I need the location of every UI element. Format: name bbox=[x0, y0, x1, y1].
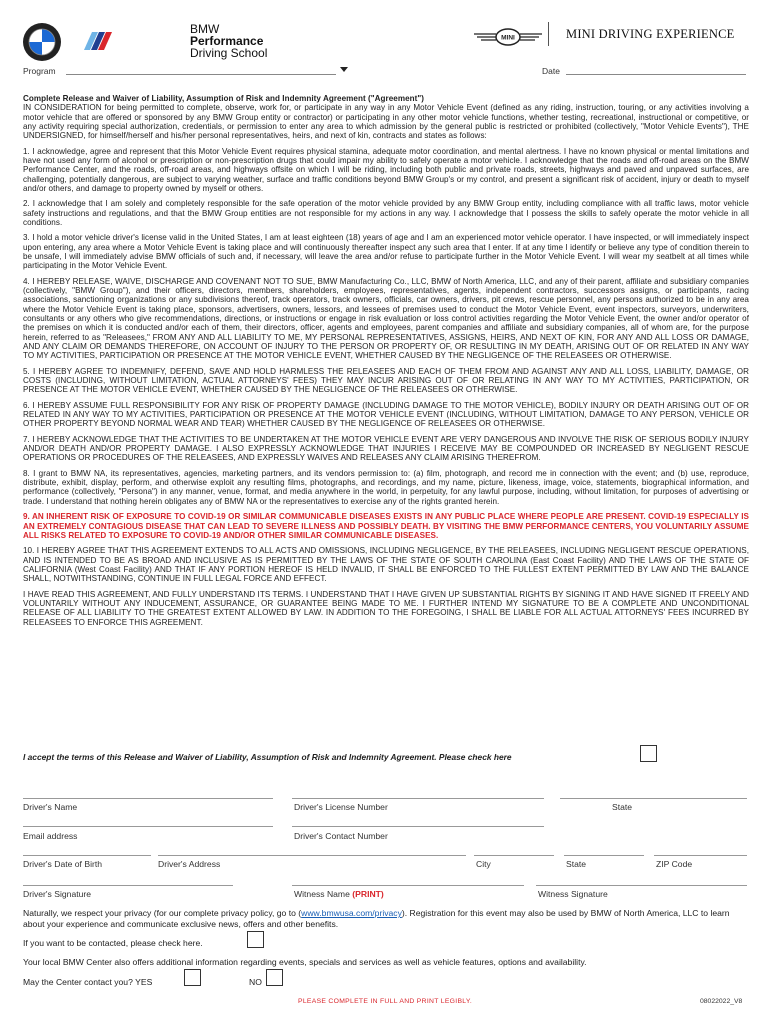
witness-name-text: Witness Name bbox=[294, 889, 350, 899]
bmw-m-stripes-logo bbox=[76, 30, 188, 52]
dob-line[interactable] bbox=[23, 855, 151, 856]
agreement-body bbox=[23, 94, 749, 633]
license-number-line[interactable] bbox=[292, 798, 544, 799]
date-field[interactable] bbox=[566, 74, 746, 75]
accept-terms-checkbox[interactable] bbox=[640, 745, 657, 762]
license-state-label: State bbox=[612, 802, 633, 812]
contact-yes-checkbox[interactable] bbox=[184, 969, 201, 986]
closing-statement: I HAVE READ THIS AGREEMENT, AND FULLY UNDERSTAND ITS TERMS. I UNDERSTAND THAT I HAVE GIVEN UP SUBSTANTIAL RIGHTS BY SIGNING IT AND HAVE SIGNED IT FREELY AND VOLUNTARILY WITHOUT ANY INDUCEMENT, ASSURANCE, OR GUARANTEE BEING MADE TO ME. I FURTHER INTEND MY SIGNATURE TO BE A COMPLETE AND UNCONDITIONAL RELEASE OF ALL LIABILITY TO THE GREATEST EXTENT ALLOWED BY LAW. IN ADDITION TO THE FOREGOING, I SHALL BE LIABLE FOR ALL ACTUAL ATTORNEYS' FEES INCURRED BY RELEASEES TO ENFORCE THIS AGREEMENT. bbox=[23, 589, 749, 627]
dob-label: Driver's Date of Birth bbox=[23, 859, 103, 869]
mini-logo-text: MINI bbox=[501, 34, 515, 42]
address-label: Driver's Address bbox=[158, 859, 221, 869]
contact-number-label: Driver's Contact Number bbox=[294, 831, 388, 841]
clause-10: 10. I HEREBY AGREE THAT THIS AGREEMENT EXTENDS TO ALL ACTS AND OMISSIONS, INCLUDING NEGLIGENCE, BY THE RELEASEES, INCLUDING NEGLIGENT RESCUE OPERATIONS, AND IS INTENDED TO BE AS BROAD AND INCLUSIVE AS IS PERMITTED BY THE LAWS OF THE STATE OF SOUTH CAROLINA (East Coast Facility) AND THE LAWS OF THE STATE OF CALIFORNIA (West Coast Facility) AND THAT IF ANY PORTION HEREOF IS HELD INVALID, IT SHALL BE ENFORCED TO THE FULLEST EXTENT PERMITTED BY LAW AND THE BALANCE SHALL, NOTWITHSTANDING, CONTINUE IN FULL LEGAL FORCE AND EFFECT. bbox=[23, 546, 749, 584]
signature-label: Driver's Signature bbox=[23, 889, 92, 899]
drivers-name-label: Driver's Name bbox=[23, 802, 78, 812]
program-dropdown[interactable] bbox=[66, 74, 336, 75]
city-line[interactable] bbox=[474, 855, 554, 856]
chevron-down-icon[interactable] bbox=[340, 67, 348, 72]
contact-no-checkbox[interactable] bbox=[266, 969, 283, 986]
date-label: Date bbox=[542, 66, 560, 76]
brand-line-1: BMW bbox=[190, 22, 220, 36]
witness-signature-label: Witness Signature bbox=[538, 889, 608, 899]
zip-line[interactable] bbox=[654, 855, 747, 856]
state-label: State bbox=[566, 859, 587, 869]
clause-7: 7. I HEREBY ACKNOWLEDGE THAT THE ACTIVITIES TO BE UNDERTAKEN AT THE MOTOR VEHICLE EVENT ARE VERY DANGEROUS AND INVOLVE THE RISK OF SERIOUS BODILY INJURY AND/OR DEATH AND/OR PROPERTY DAMAGE. I ALSO EXPRESSLY ACKNOWLEDGE THAT INJURIES I RECEIVE MAY BE COMPOUNDED OR INCREASED BY NEGLIGENT RESCUE OPERATIONS OR PROCEDURES OF THE RELEASEES, AND EXPRESSLY WAIVES AND RELEASES ANY CLAIM ARISING THEREFROM. bbox=[23, 434, 749, 463]
state-line[interactable] bbox=[564, 855, 644, 856]
witness-name-line[interactable] bbox=[292, 885, 524, 886]
address-line[interactable] bbox=[158, 855, 466, 856]
agreement-title: Complete Release and Waiver of Liability, Assumption of Risk and Indemnity Agreement ("Agreement") bbox=[23, 94, 424, 103]
privacy-text-post: ). Registration for this event may also be used by BMW of North America, LLC to learn about your experience and communicate exclusive news, offers and other benefits. bbox=[23, 908, 730, 929]
accept-terms-label: I accept the terms of this Release and Waiver of Liability, Assumption of Risk and Indemnity Agreement. Please check here bbox=[23, 752, 512, 762]
city-label: City bbox=[476, 859, 491, 869]
witness-signature-line[interactable] bbox=[536, 885, 747, 886]
privacy-notice bbox=[23, 908, 749, 929]
program-label: Program bbox=[23, 66, 56, 76]
clause-3: 3. I hold a motor vehicle driver's license valid in the United States, I am at least eighteen (18) years of age and I am an experienced motor vehicle operator. I have inspected, or will immediately inspect upon entering, any area where a Motor Vehicle Event is taking place and will continuously thereafter inspect any such area that I enter. If at any time I identify or believe any type of condition therein to be unsafe, I will immediately advise BMW officials of such and, if necessary, will leave the area and/or refuse to participate further in the Motor Vehicle Event. I will wear my seatbelt at all times while participating in the Motor Vehicle Event. bbox=[23, 233, 749, 271]
clause-5: 5. I HEREBY AGREE TO INDEMNIFY, DEFEND, SAVE AND HOLD HARMLESS THE RELEASEES AND EACH OF THEM FROM AND AGAINST ANY AND ALL LOSS, LIABILITY, DAMAGE, OR COSTS (INCLUDING, WITHOUT LIMITATION, ACTUAL ATTORNEYS' FEES) THEY MAY INCUR ARISING OUT OF OR RELATING IN ANY WAY TO MY ACTIVITIES, PARTICIPATION, OR PRESENCE AT THE MOTOR VEHICLE EVENT, WHETHER CAUSED BY THE NEGLIGENCE OF THE RELEASEES OR OTHERWISE. bbox=[23, 366, 749, 395]
clause-1: 1. I acknowledge, agree and represent that this Motor Vehicle Event requires physical stamina, adequate motor coordination, and mental alertness. I have no known physical or mental limitations and have not used any form of alcohol or prescription or non-prescription drugs that could impair my ability to safely operate a motor vehicle. I acknowledge that the roads and off-road areas on the BMW Performance Center, and the roads, off-road areas, and highways offsite on which I will be riding, including both public and private roads, streets, highways and paved and unpaved surfaces, are challenging, potentially dangerous, are subject to varying weather, surface and traffic conditions beyond BMW Group's or my control, and present a significant risk of accident, injury or death to myself and/or others, and damage to property owned by myself or others. bbox=[23, 146, 749, 193]
witness-print-note: (PRINT) bbox=[352, 889, 384, 899]
clause-6: 6. I HEREBY ASSUME FULL RESPONSIBILITY FOR ANY RISK OF PROPERTY DAMAGE (INCLUDING DAMAGE TO THE MOTOR VEHICLE), BODILY INJURY OR DEATH ARISING OUT OF OR RELATED IN ANY WAY TO MY ACTIVITIES, PARTICIPATION OR PRESENCE AT THE MOTOR VEHICLE EVENT (INCLUDING, WITHOUT LIMITATION, DAMAGE TO ANY PERSON, VEHICLE OR OTHER PROPERTY BEYOND NORMAL WEAR AND TEAR) WHETHER CAUSED BY THE NEGLIGENCE OF RELEASEES OR OTHERWISE. bbox=[23, 400, 749, 429]
contact-optin-text: If you want to be contacted, please check here. bbox=[23, 938, 203, 948]
mini-driving-experience-title: MINI DRIVING EXPERIENCE bbox=[566, 27, 735, 41]
signature-line[interactable] bbox=[23, 885, 233, 886]
drivers-name-line[interactable] bbox=[23, 798, 273, 799]
agreement-intro: IN CONSIDERATION for being permitted to complete, observe, work for, or participate in any way in any Motor Vehicle Event (defined as any riding, instruction, touring, or any activities involving a motor vehicle that are offered or sponsored by any BMW Group entity or contractor) or participating in any other motor vehicle functions, whether testing, recreational, instructional or competitive, or any activity requiring special authorization, credentials, or permission to enter any area to which admission by the general public is restricted or prohibited (collectively, "Motor Vehicle Events"), THE UNDERSIGNED, for himself/herself and his/her personal representatives, heirs, and next of kin, contracts and states as follows: bbox=[23, 103, 749, 141]
license-number-label: Driver's License Number bbox=[294, 802, 388, 812]
clause-8: 8. I grant to BMW NA, its representatives, agencies, marketing partners, and its vendors permission to: (a) film, photograph, and record me in connection with the event; and (b) use, reproduce, distribute, exhibit, display, perform, and otherwise exploit any resulting films, photographs, and recordings, and my name, picture, likeness, image, voice, statements, biographical information, and performance (collectively, "Persona") in any manner, venue, format, and media anywhere in the world, in perpetuity, for any lawful purpose, including, without limitation, for purposes of advertising or trade. I understand that nothing herein obligates any of BMW NA or the representatives to exercise any of the rights granted herein. bbox=[23, 468, 749, 506]
zip-label: ZIP Code bbox=[656, 859, 693, 869]
header-separator bbox=[548, 22, 549, 46]
privacy-text-pre: Naturally, we respect your privacy (for our complete privacy policy, go to ( bbox=[23, 908, 302, 918]
witness-name-label bbox=[294, 889, 384, 899]
contact-optin-checkbox[interactable] bbox=[247, 931, 264, 948]
email-line[interactable] bbox=[23, 826, 273, 827]
no-label: NO bbox=[249, 977, 262, 987]
may-contact-label: May the Center contact you? YES bbox=[23, 977, 153, 987]
brand-line-3: Driving School bbox=[190, 46, 268, 60]
clause-2: 2. I acknowledge that I am solely and completely responsible for the safe operation of the motor vehicle provided by any BMW Group entity, including compliance with all traffic laws, motor vehicle safety instructions and regulations, and that the BMW Group entities are not responsible for my actions in any way. I acknowledge that I possess the skills to safely operate the motor vehicle in all conditions. bbox=[23, 199, 749, 227]
brand-line-2: Performance bbox=[190, 34, 264, 48]
form-version: 08022022_V8 bbox=[700, 998, 743, 1005]
bmw-performance-driving-school-brand bbox=[190, 23, 267, 59]
contact-number-line[interactable] bbox=[292, 826, 544, 827]
mini-wings-logo bbox=[472, 26, 544, 48]
privacy-policy-link[interactable]: www.bmwusa.com/privacy bbox=[301, 908, 402, 918]
local-center-text: Your local BMW Center also offers additional information regarding events, specials and services as well as vehicle features, options and availability. bbox=[23, 957, 587, 967]
clause-4: 4. I HEREBY RELEASE, WAIVE, DISCHARGE AND COVENANT NOT TO SUE, BMW Manufacturing Co., LLC, BMW of North America, LLC, and any of their parent, affiliate and subsidiary companies (collectively, "BMW Group"), and their officers, directors, members, shareholders, employees, representatives, agents, independent contractors, successors assigns, or participants, racing associations, sanctioning organizations or any subdivisions thereof, track operators, track owners, officials, car owners, drivers, pit crews, rescue personnel, any persons authorized to be in any area where the Motor Vehicle Event is taking place, sponsors, advertisers, owners, lessors, and lessees of premises used to conduct the Motor Vehicle Event, event inspectors, surveyors, underwriters, consultants or any others who give recommendations, directions, or instructions or engage in risk evaluation or loss control activities regarding the Motor Vehicle Event, the owner and/or operator of the premises on which it is conducted and/or each of them, their directors, officer, agents and employees, parent companies and affiliate and subsidiary companies, all of whom are, for the purpose herein, referred to as "Releasees," FROM ANY AND ALL LIABILITY TO ME, MY PERSONAL REPRESENTATIVES, ASSIGNS, HEIRS, AND NEXT OF KIN, FOR ANY AND ALL LOSS OR DAMAGE, AND ANY CLAIM OR DEMANDS THEREFORE, ON ACCOUNT OF INJURY TO THE PERSON OR PROPERTY OF, OR RESULTING IN MY DEATH, ARISING OUT OF OR RELATED IN ANY WAY TO MY ACTIVITIES, PARTICIPATION OR PRESENCE AT THE MOTOR VEHICLE EVENT, WHETHER CAUSED BY THE NEGLIGENCE OF THE RELEASEES OR OTHERWISE. bbox=[23, 276, 749, 361]
license-state-line[interactable] bbox=[560, 798, 747, 799]
email-label: Email address bbox=[23, 831, 78, 841]
print-legibly-note: PLEASE COMPLETE IN FULL AND PRINT LEGIBLY. bbox=[297, 998, 473, 1005]
bmw-roundel-logo bbox=[22, 22, 62, 62]
clause-9-covid: 9. AN INHERENT RISK OF EXPOSURE TO COVID-19 OR SIMILAR COMMUNICABLE DISEASES EXISTS IN ANY PUBLIC PLACE WHERE PEOPLE ARE PRESENT. COVID-19 ESPECIALLY IS AN EXTREMELY CONTAGIOUS DISEASE THAT CAN LEAD TO SEVERE ILLNESS AND POSSIBLY DEATH. BY VISITING THE BMW PERFORMANCE CENTERS, YOU VOLUNTARILY ASSUME ALL RISKS RELATED TO EXPOSURE TO COVID-19 AND/OR OTHER SIMILAR COMMUNICABLE DISEASES. bbox=[23, 512, 749, 540]
